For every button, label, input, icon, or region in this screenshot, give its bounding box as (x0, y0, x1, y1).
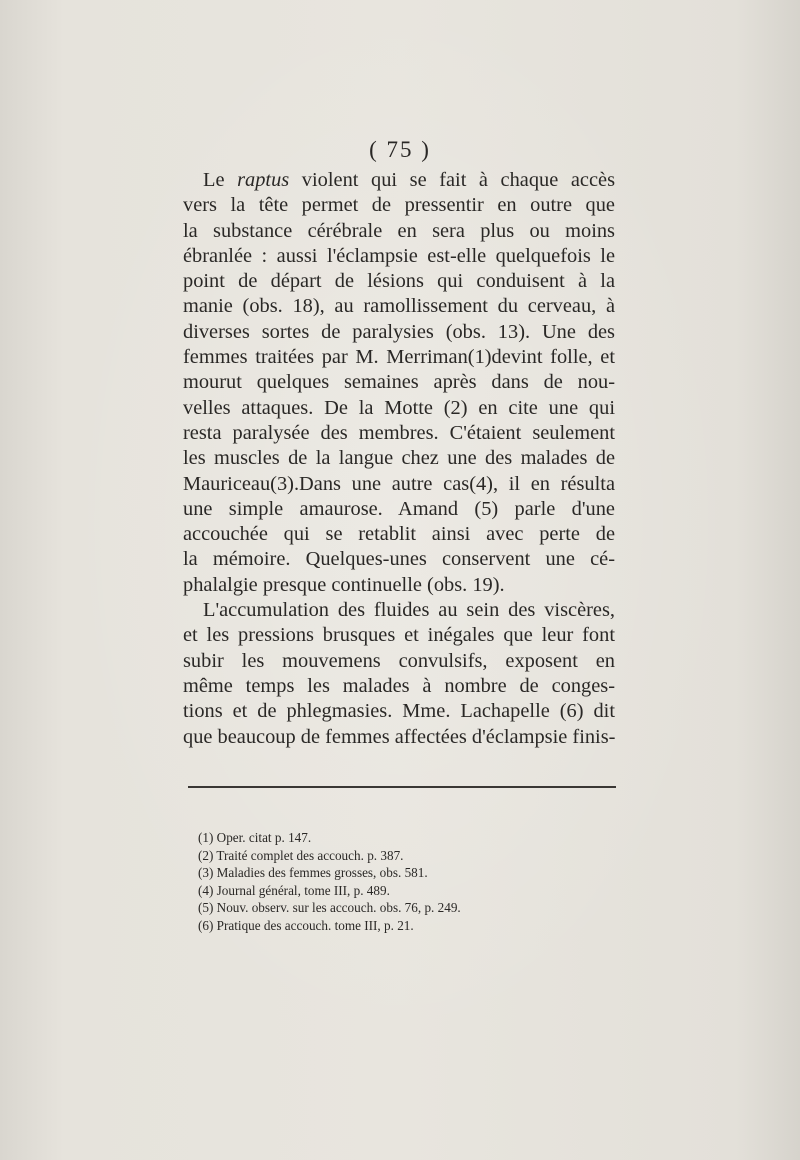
main-text (183, 168, 615, 750)
text-line: tions et de phlegmasies. Mme. Lachapelle (6) dit (183, 700, 615, 723)
text-line: que beaucoup de femmes affectées d'éclampsie finis- (183, 725, 616, 748)
text-line: resta paralysée des membres. C'étaient seulement (183, 421, 615, 444)
text-line: Le raptus violent qui se fait à chaque accès (203, 169, 616, 191)
text-line: vers la tête permet de pressentir en outre que (183, 194, 615, 217)
paragraph-2 (183, 598, 615, 750)
paragraph-1 (183, 168, 615, 598)
footnote: (6) Pratique des accouch. tome III, p. 21. (198, 917, 414, 933)
text-line: femmes traitées par M. Merriman(1)devint folle, et (183, 346, 615, 369)
text-line: la mémoire. Quelques-unes conservent une cé- (183, 548, 615, 571)
footnote: (2) Traité complet des accouch. p. 387. (198, 847, 404, 863)
text-line: point de départ de lésions qui conduisent à la (183, 270, 615, 293)
text-line: la substance cérébrale en sera plus ou moins (183, 219, 615, 242)
text-line: mourut quelques semaines après dans de nou- (183, 371, 615, 394)
text-line: une simple amaurose. Amand (5) parle d'une (183, 497, 615, 520)
text-line: subir les mouvemens convulsifs, exposent en (183, 649, 615, 672)
text-line: velles attaques. De la Motte (2) en cite une qui (183, 396, 615, 419)
footnote: (3) Maladies des femmes grosses, obs. 581. (198, 865, 428, 881)
text-line: diverses sortes de paralysies (obs. 13). Une des (183, 320, 615, 343)
footnote-separator (188, 786, 616, 788)
text-line: Mauriceau(3).Dans une autre cas(4), il en résulta (183, 472, 615, 495)
text-line: accouchée qui se retablit ainsi avec perte de (183, 523, 615, 546)
text-line: manie (obs. 18), au ramollissement du cerveau, à (183, 295, 615, 318)
footnote: (4) Journal général, tome III, p. 489. (198, 882, 390, 898)
footnote: (5) Nouv. observ. sur les accouch. obs. 76, p. 249. (198, 900, 461, 916)
italic-term: raptus (237, 169, 290, 191)
text-line: ébranlée : aussi l'éclampsie est-elle quelquefois le (183, 244, 615, 267)
text-line: même temps les malades à nombre de conges- (183, 674, 615, 697)
footnotes (198, 829, 598, 935)
text-line: L'accumulation des fluides au sein des viscères, (203, 599, 615, 622)
text-line: et les pressions brusques et inégales que leur font (183, 624, 615, 647)
footnote: (1) Oper. citat p. 147. (198, 830, 312, 845)
page-number: ( 75 ) (369, 137, 431, 162)
text-line: les muscles de la langue chez une des malades de (183, 447, 615, 470)
text-line: phalalgie presque continuelle (obs. 19). (183, 573, 505, 596)
